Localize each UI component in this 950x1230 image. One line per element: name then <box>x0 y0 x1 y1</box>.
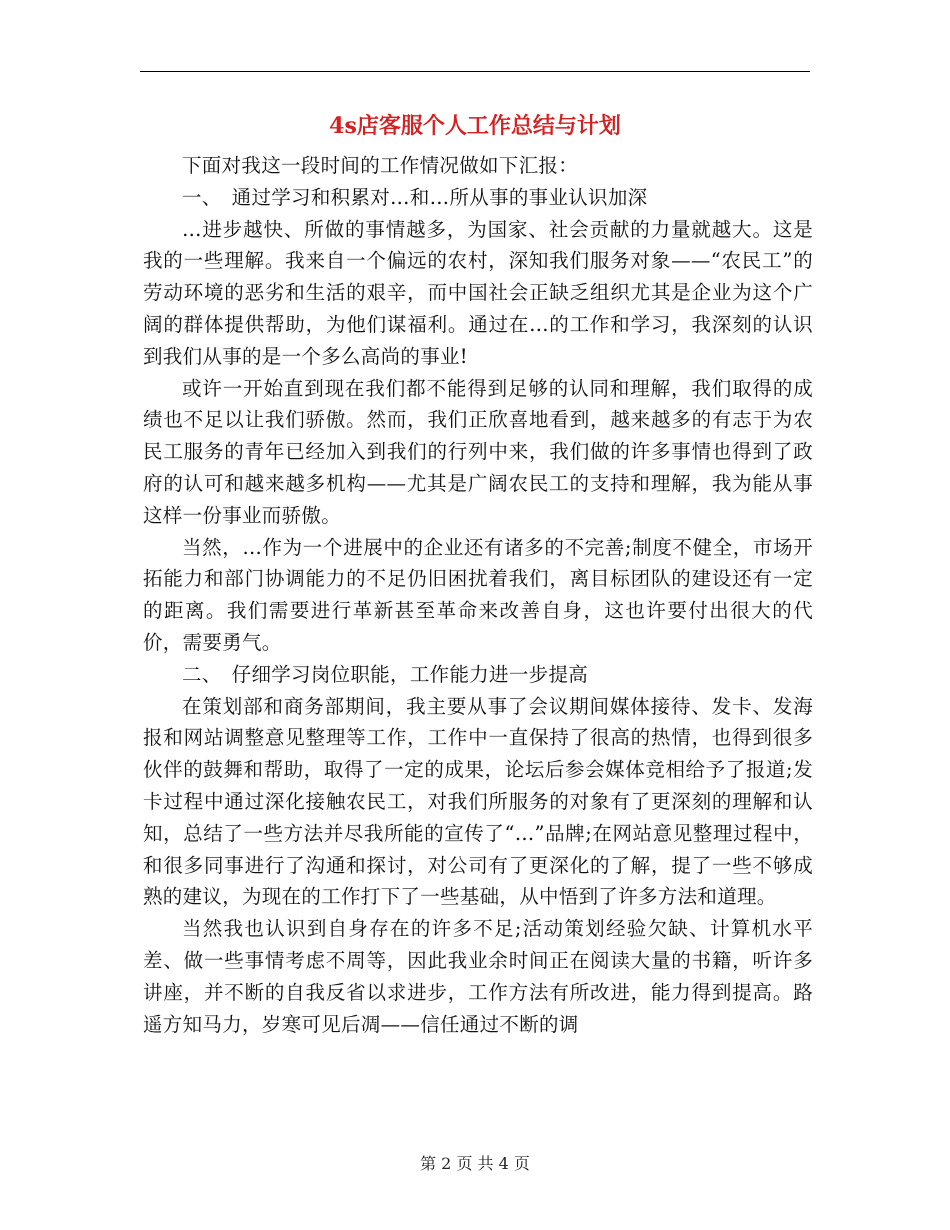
paragraph: 或许一开始直到现在我们都不能得到足够的认同和理解，我们取得的成绩也不足以让我们骄傲。然而，我们正欣喜地看到，越来越多的有志于为农民工服务的青年已经加入到我们的行列中来，我们做的许多事情也得到了政府的认可和越来越多机构——尤其是广阔农民工的支持和理解，我为能从事这样一份事业而骄傲。 <box>143 376 813 527</box>
document-title: 4s店客服个人工作总结与计划 <box>329 113 621 139</box>
section-heading-1: 一、 通过学习和积累对…和…所从事的事业认识加深 <box>182 185 648 209</box>
paragraph-intro: 下面对我这一段时间的工作情况做如下汇报： <box>182 154 579 177</box>
header-rule <box>140 71 810 72</box>
document-body <box>143 150 813 1040</box>
paragraph: 在策划部和商务部期间，我主要从事了会议期间媒体接待、发卡、发海报和网站调整意见整理等工作，工作中一直保持了很高的热情，也得到很多伙伴的鼓舞和帮助，取得了一定的成果，论坛后参会媒体竞相给予了报道;发卡过程中通过深化接触农民工，对我们所服务的对象有了更深刻的理解和认知，总结了一些方法并尽我所能的宣传了“…”品牌;在网站意见整理过程中，和很多同事进行了沟通和探讨，对公司有了更深化的了解，提了一些不够成熟的建议，为现在的工作打下了一些基础，从中悟到了许多方法和道理。 <box>143 694 813 909</box>
paragraph: …进步越快、所做的事情越多，为国家、社会贡献的力量就越大。这是我的一些理解。我来自一个偏远的农村，深知我们服务对象——“农民工”的劳动环境的恶劣和生活的艰辛，而中国社会正缺乏组织尤其是企业为这个广阔的群体提供帮助，为他们谋福利。通过在...的工作和学习，我深刻的认识到我们从事的是一个多么高尚的事业! <box>143 217 813 368</box>
page-number-footer: 第 2 页 共 4 页 <box>420 1154 530 1173</box>
paragraph: 当然我也认识到自身存在的许多不足;活动策划经验欠缺、计算机水平差、做一些事情考虑不周等，因此我业余时间正在阅读大量的书籍，听许多讲座，并不断的自我反省以求进步，工作方法有所改进，能力得到提高。路遥方知马力，岁寒可见后凋——信任通过不断的调 <box>143 917 813 1036</box>
paragraph: 当然，…作为一个进展中的企业还有诸多的不完善;制度不健全，市场开拓能力和部门协调能力的不足仍旧困扰着我们，离目标团队的建设还有一定的距离。我们需要进行革新甚至革命来改善自身，这也许要付出很大的代价，需要勇气。 <box>143 535 813 654</box>
section-heading-2: 二、 仔细学习岗位职能，工作能力进一步提高 <box>182 662 589 686</box>
